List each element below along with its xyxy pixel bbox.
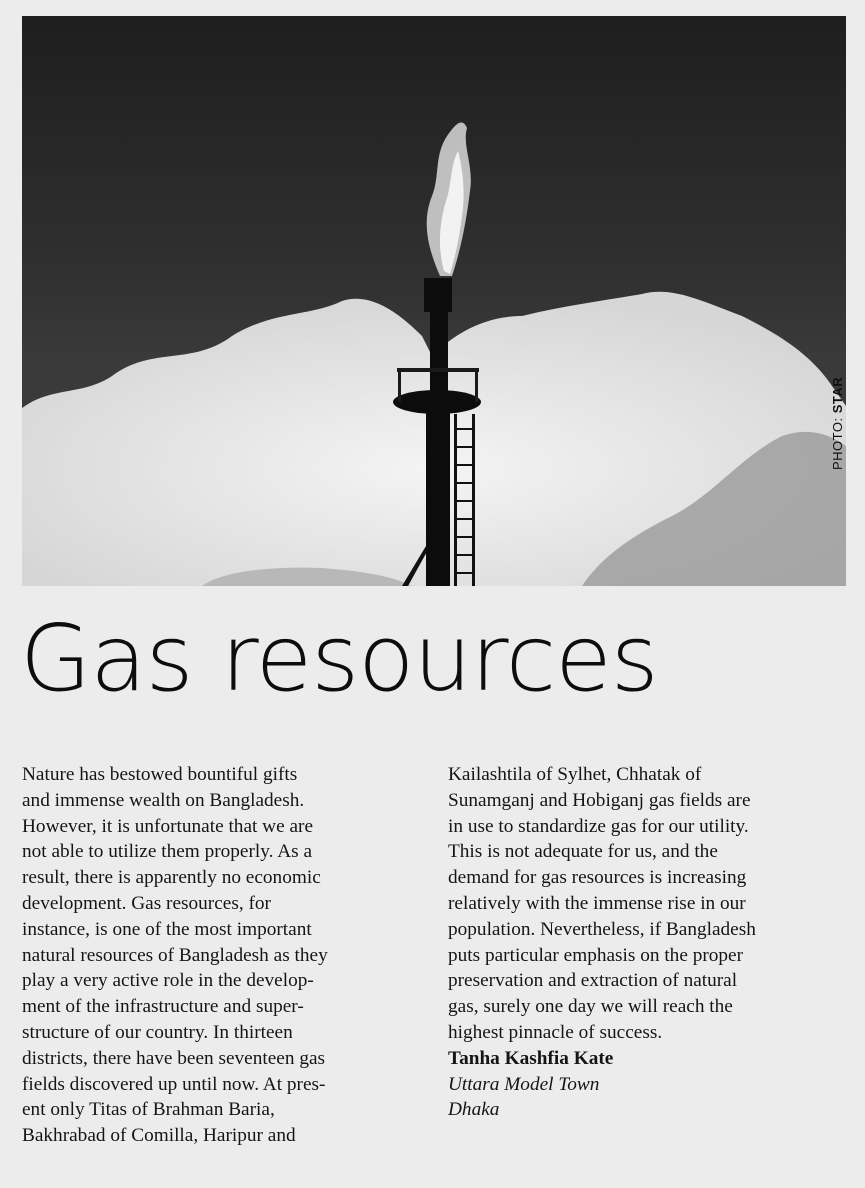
body-line: Sunamganj and Hobiganj gas fields are (448, 789, 751, 811)
body-line: This is not adequate for us, and the (448, 841, 718, 863)
body-line: relatively with the immense rise in our (448, 892, 746, 914)
body-line: preservation and extraction of natural (448, 970, 738, 992)
body-line: ent only Titas of Brahman Baria, (22, 1099, 275, 1121)
article-column-left (22, 762, 432, 1149)
body-line: However, it is unfortunate that we are (22, 815, 314, 837)
body-line: fields discovered up until now. At pres- (22, 1073, 326, 1095)
body-line: demand for gas resources is increasing (448, 867, 747, 889)
body-line: development. Gas resources, for (22, 892, 271, 914)
body-line: result, there is apparently no economic (22, 867, 321, 889)
body-line: Kailashtila of Sylhet, Chhatak of (448, 764, 702, 785)
gas-flare-tower-icon (22, 16, 846, 586)
body-line: Bakhrabad of Comilla, Haripur and (22, 1125, 296, 1147)
photo-credit-name: STAR (830, 376, 845, 414)
body-line: natural resources of Bangladesh as they (22, 944, 328, 966)
author-address-line1: Uttara Model Town (448, 1073, 600, 1095)
body-line: not able to utilize them properly. As a (22, 841, 313, 863)
photo-credit-prefix: PHOTO: (830, 413, 845, 470)
body-line: structure of our country. In thirteen (22, 1021, 293, 1043)
body-line: ment of the infrastructure and super- (22, 996, 304, 1018)
article-photo (22, 16, 846, 586)
body-line: puts particular emphasis on the proper (448, 944, 744, 966)
article-headline: Gas resources (20, 605, 658, 712)
body-line: in use to standardize gas for our utility. (448, 815, 749, 837)
body-line: districts, there have been seventeen gas (22, 1047, 326, 1069)
author-name: Tanha Kashfia Kate (448, 1047, 614, 1069)
author-address-line2: Dhaka (448, 1099, 500, 1121)
body-line: and immense wealth on Bangladesh. (22, 789, 305, 811)
body-line: gas, surely one day we will reach the (448, 996, 733, 1018)
body-line: Nature has bestowed bountiful gifts (22, 764, 298, 785)
article-column-right (448, 762, 850, 1123)
body-line: instance, is one of the most important (22, 918, 312, 940)
body-line: highest pinnacle of success. (448, 1021, 663, 1043)
body-line: play a very active role in the develop- (22, 970, 314, 992)
photo-credit (830, 377, 845, 470)
body-line: population. Nevertheless, if Bangladesh (448, 918, 756, 940)
